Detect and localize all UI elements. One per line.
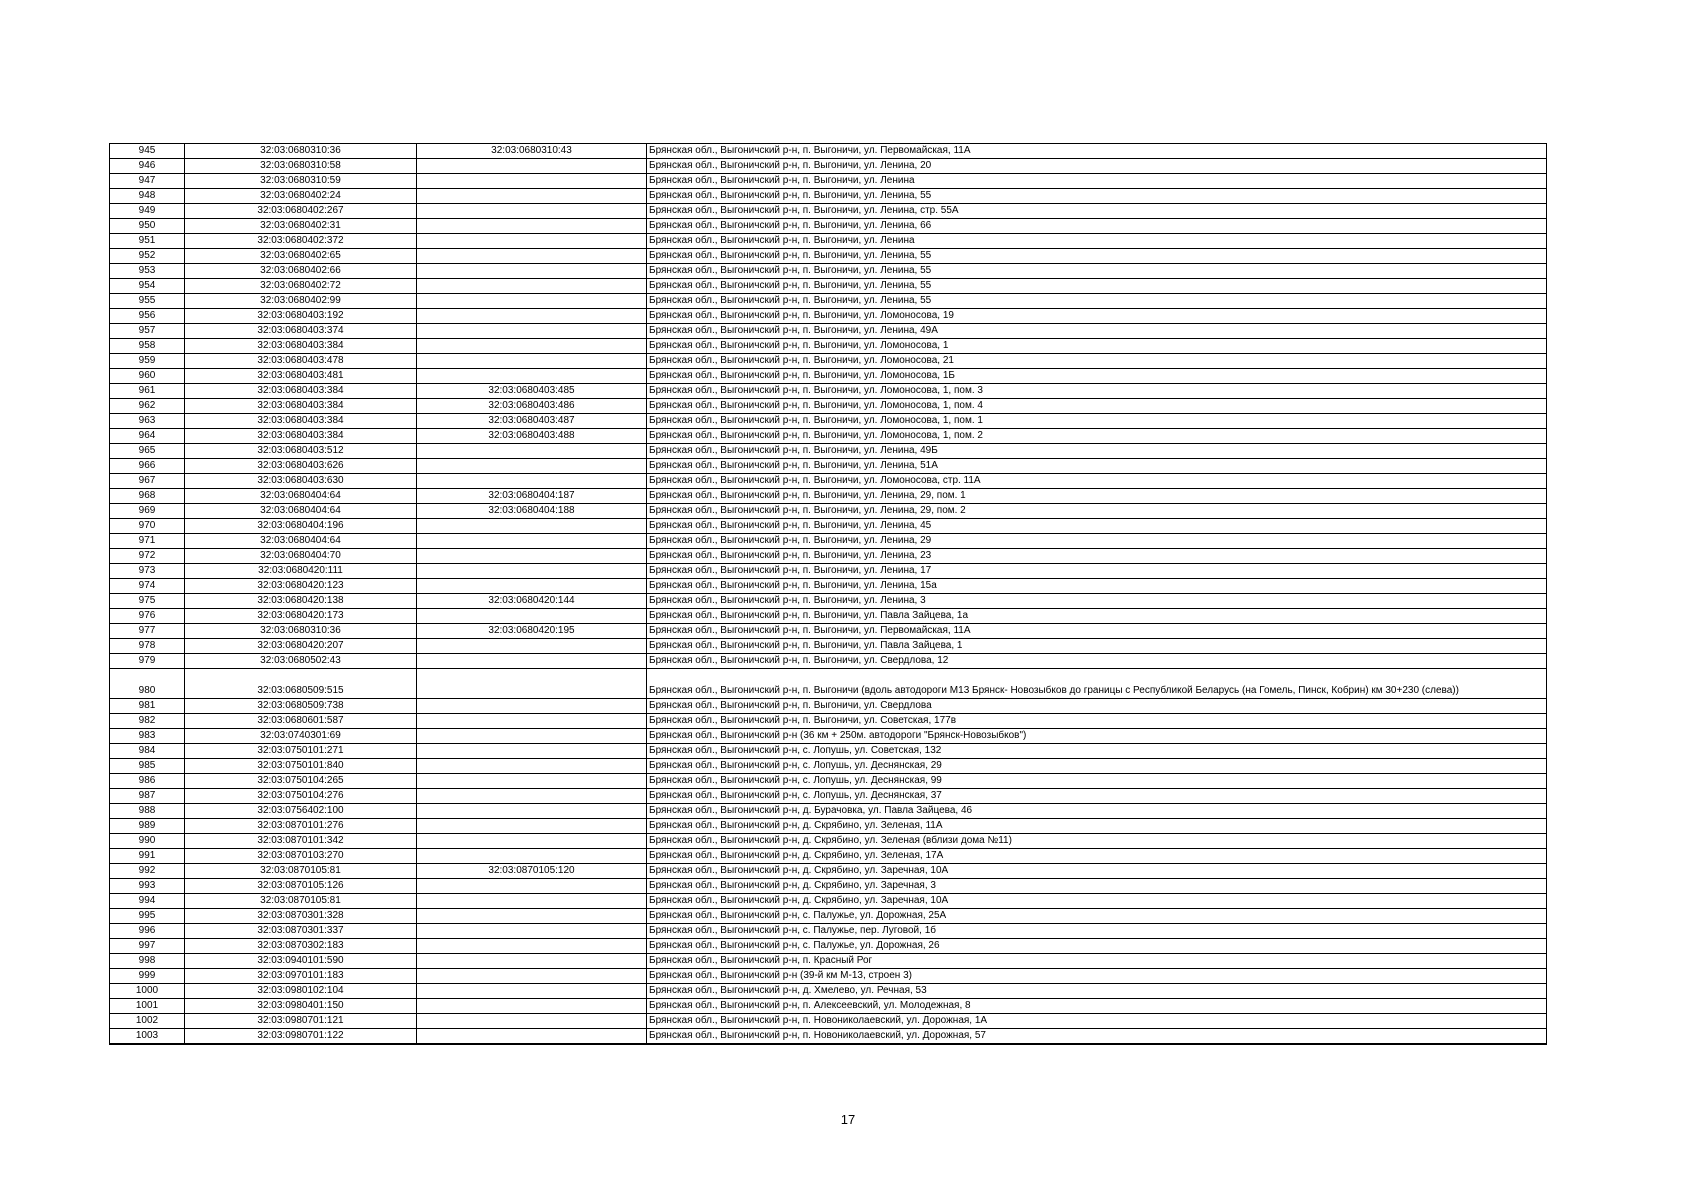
table-row [110,639,1547,654]
cadastral-number-cell: 32:03:0680420:207 [185,639,417,654]
related-cadastral-number-cell [417,564,647,579]
row-number-cell: 947 [110,174,185,189]
related-cadastral-number-cell [417,954,647,969]
address-cell: Брянская обл., Выгоничский р-н, п. Выгоничи, ул. Первомайская, 11А [647,144,1547,159]
cadastral-number-cell: 32:03:0870301:337 [185,924,417,939]
table-row [110,939,1547,954]
row-number-cell: 989 [110,819,185,834]
table-row [110,789,1547,804]
row-number-cell: 964 [110,429,185,444]
related-cadastral-number-cell [417,189,647,204]
address-cell: Брянская обл., Выгоничский р-н, п. Выгоничи, ул. Ломоносова, стр. 11А [647,474,1547,489]
table-row [110,429,1547,444]
row-number-cell: 976 [110,609,185,624]
row-number-cell: 949 [110,204,185,219]
cadastral-number-cell: 32:03:0680403:512 [185,444,417,459]
related-cadastral-number-cell [417,714,647,729]
related-cadastral-number-cell [417,654,647,669]
row-number-cell: 961 [110,384,185,399]
row-number-cell: 948 [110,189,185,204]
table-row [110,864,1547,879]
cadastral-number-cell: 32:03:0680310:58 [185,159,417,174]
related-cadastral-number-cell [417,804,647,819]
cadastral-number-cell: 32:03:0680601:587 [185,714,417,729]
cadastral-number-cell: 32:03:0680310:36 [185,624,417,639]
table-row [110,444,1547,459]
cadastral-number-cell: 32:03:0680404:196 [185,519,417,534]
registry-table-body [110,144,1547,1045]
cadastral-number-cell: 32:03:0680403:630 [185,474,417,489]
row-number-cell: 945 [110,144,185,159]
related-cadastral-number-cell [417,474,647,489]
related-cadastral-number-cell: 32:03:0680403:486 [417,399,647,414]
cadastral-number-cell: 32:03:0680403:481 [185,369,417,384]
address-cell: Брянская обл., Выгоничский р-н, п. Выгоничи, ул. Ленина [647,234,1547,249]
table-row [110,714,1547,729]
cadastral-number-cell: 32:03:0750104:276 [185,789,417,804]
row-number-cell: 951 [110,234,185,249]
row-number-cell: 978 [110,639,185,654]
address-cell: Брянская обл., Выгоничский р-н, п. Выгоничи, ул. Ленина, 20 [647,159,1547,174]
related-cadastral-number-cell [417,339,647,354]
related-cadastral-number-cell [417,939,647,954]
cadastral-number-cell: 32:03:0680420:173 [185,609,417,624]
cadastral-number-cell: 32:03:0750101:271 [185,744,417,759]
address-cell: Брянская обл., Выгоничский р-н, с. Лопушь, ул. Деснянская, 37 [647,789,1547,804]
cadastral-number-cell: 32:03:0870101:342 [185,834,417,849]
related-cadastral-number-cell [417,999,647,1014]
cadastral-number-cell: 32:03:0870103:270 [185,849,417,864]
address-cell: Брянская обл., Выгоничский р-н, п. Выгоничи, ул. Ломоносова, 1, пом. 2 [647,429,1547,444]
cadastral-number-cell: 32:03:0680403:626 [185,459,417,474]
table-row [110,849,1547,864]
table-row [110,279,1547,294]
row-number-cell: 967 [110,474,185,489]
related-cadastral-number-cell [417,774,647,789]
row-number-cell: 956 [110,309,185,324]
cadastral-number-cell: 32:03:0680402:372 [185,234,417,249]
row-number-cell: 987 [110,789,185,804]
related-cadastral-number-cell [417,369,647,384]
table-row [110,204,1547,219]
related-cadastral-number-cell: 32:03:0680404:188 [417,504,647,519]
related-cadastral-number-cell: 32:03:0680403:488 [417,429,647,444]
related-cadastral-number-cell [417,159,647,174]
related-cadastral-number-cell [417,699,647,714]
cadastral-number-cell: 32:03:0680403:384 [185,429,417,444]
row-number-cell: 1003 [110,1029,185,1045]
cadastral-number-cell: 32:03:0680402:267 [185,204,417,219]
related-cadastral-number-cell [417,324,647,339]
address-cell: Брянская обл., Выгоничский р-н, п. Выгоничи, ул. Ленина, 29, пом. 2 [647,504,1547,519]
table-row [110,669,1547,699]
related-cadastral-number-cell [417,984,647,999]
address-cell: Брянская обл., Выгоничский р-н, д. Скрябино, ул. Заречная, 10А [647,864,1547,879]
address-cell: Брянская обл., Выгоничский р-н, д. Хмелево, ул. Речная, 53 [647,984,1547,999]
table-row [110,474,1547,489]
address-cell: Брянская обл., Выгоничский р-н, п. Выгоничи, ул. Ленина, 55 [647,189,1547,204]
address-cell: Брянская обл., Выгоничский р-н, п. Выгоничи, ул. Ленина, 55 [647,249,1547,264]
cadastral-number-cell: 32:03:0680402:31 [185,219,417,234]
address-cell: Брянская обл., Выгоничский р-н, п. Алексеевский, ул. Молодежная, 8 [647,999,1547,1014]
table-row [110,549,1547,564]
cadastral-number-cell: 32:03:0680404:64 [185,489,417,504]
row-number-cell: 992 [110,864,185,879]
table-row [110,984,1547,999]
table-row [110,609,1547,624]
row-number-cell: 980 [110,669,185,699]
table-row [110,594,1547,609]
address-cell: Брянская обл., Выгоничский р-н, п. Выгоничи, ул. Павла Зайцева, 1а [647,609,1547,624]
table-row [110,744,1547,759]
cadastral-number-cell: 32:03:0680404:64 [185,504,417,519]
row-number-cell: 984 [110,744,185,759]
table-row [110,954,1547,969]
cadastral-number-cell: 32:03:0870302:183 [185,939,417,954]
table-row [110,579,1547,594]
row-number-cell: 999 [110,969,185,984]
table-row [110,354,1547,369]
address-cell: Брянская обл., Выгоничский р-н, п. Выгоничи, ул. Ленина, стр. 55А [647,204,1547,219]
row-number-cell: 974 [110,579,185,594]
table-row [110,369,1547,384]
cadastral-number-cell: 32:03:0680403:384 [185,399,417,414]
table-row [110,504,1547,519]
page-number: 17 [840,1112,856,1127]
related-cadastral-number-cell [417,879,647,894]
related-cadastral-number-cell [417,924,647,939]
row-number-cell: 995 [110,909,185,924]
row-number-cell: 962 [110,399,185,414]
address-cell: Брянская обл., Выгоничский р-н, п. Выгоничи, ул. Ломоносова, 19 [647,309,1547,324]
table-row [110,624,1547,639]
related-cadastral-number-cell [417,549,647,564]
table-row [110,654,1547,669]
related-cadastral-number-cell [417,849,647,864]
table-row [110,1014,1547,1029]
table-row [110,999,1547,1014]
row-number-cell: 970 [110,519,185,534]
cadastral-number-cell: 32:03:0980701:121 [185,1014,417,1029]
cadastral-number-cell: 32:03:0870105:126 [185,879,417,894]
row-number-cell: 971 [110,534,185,549]
address-cell: Брянская обл., Выгоничский р-н, п. Выгоничи, ул. Ленина, 29, пом. 1 [647,489,1547,504]
row-number-cell: 1001 [110,999,185,1014]
row-number-cell: 950 [110,219,185,234]
address-cell: Брянская обл., Выгоничский р-н, п. Выгоничи, ул. Ломоносова, 1 [647,339,1547,354]
table-row [110,264,1547,279]
row-number-cell: 985 [110,759,185,774]
table-row [110,384,1547,399]
address-cell: Брянская обл., Выгоничский р-н, п. Выгоничи, ул. Ленина, 49А [647,324,1547,339]
cadastral-number-cell: 32:03:0680402:99 [185,294,417,309]
row-number-cell: 960 [110,369,185,384]
related-cadastral-number-cell [417,909,647,924]
related-cadastral-number-cell: 32:03:0680403:487 [417,414,647,429]
cadastral-number-cell: 32:03:0740301:69 [185,729,417,744]
cadastral-number-cell: 32:03:0680509:738 [185,699,417,714]
related-cadastral-number-cell [417,249,647,264]
table-row [110,699,1547,714]
related-cadastral-number-cell: 32:03:0870105:120 [417,864,647,879]
address-cell: Брянская обл., Выгоничский р-н, п. Выгоничи, ул. Ленина, 17 [647,564,1547,579]
related-cadastral-number-cell [417,1014,647,1029]
cadastral-number-cell: 32:03:0680402:24 [185,189,417,204]
address-cell: Брянская обл., Выгоничский р-н, д. Скрябино, ул. Зеленая (вблизи дома №11) [647,834,1547,849]
address-cell: Брянская обл., Выгоничский р-н, п. Новониколаевский, ул. Дорожная, 57 [647,1029,1547,1045]
row-number-cell: 966 [110,459,185,474]
related-cadastral-number-cell [417,174,647,189]
cadastral-number-cell: 32:03:0970101:183 [185,969,417,984]
table-row [110,309,1547,324]
related-cadastral-number-cell: 32:03:0680420:195 [417,624,647,639]
related-cadastral-number-cell [417,969,647,984]
row-number-cell: 986 [110,774,185,789]
row-number-cell: 959 [110,354,185,369]
table-row [110,339,1547,354]
related-cadastral-number-cell [417,579,647,594]
related-cadastral-number-cell [417,729,647,744]
related-cadastral-number-cell [417,534,647,549]
table-row [110,909,1547,924]
address-cell: Брянская обл., Выгоничский р-н, п. Выгоничи, ул. Ломоносова, 1, пом. 1 [647,414,1547,429]
cadastral-number-cell: 32:03:0680403:478 [185,354,417,369]
address-cell: Брянская обл., Выгоничский р-н (36 км + 250м. автодороги "Брянск-Новозыбков") [647,729,1547,744]
related-cadastral-number-cell [417,819,647,834]
row-number-cell: 952 [110,249,185,264]
row-number-cell: 973 [110,564,185,579]
related-cadastral-number-cell: 32:03:0680404:187 [417,489,647,504]
table-row [110,324,1547,339]
address-cell: Брянская обл., Выгоничский р-н, п. Новониколаевский, ул. Дорожная, 1А [647,1014,1547,1029]
row-number-cell: 988 [110,804,185,819]
row-number-cell: 981 [110,699,185,714]
related-cadastral-number-cell [417,459,647,474]
row-number-cell: 953 [110,264,185,279]
cadastral-number-cell: 32:03:0750101:840 [185,759,417,774]
address-cell: Брянская обл., Выгоничский р-н, с. Лопушь, ул. Советская, 132 [647,744,1547,759]
table-row [110,834,1547,849]
row-number-cell: 1002 [110,1014,185,1029]
related-cadastral-number-cell [417,669,647,699]
table-row [110,534,1547,549]
row-number-cell: 991 [110,849,185,864]
address-cell: Брянская обл., Выгоничский р-н, с. Палужье, ул. Дорожная, 25А [647,909,1547,924]
row-number-cell: 954 [110,279,185,294]
related-cadastral-number-cell [417,279,647,294]
address-cell: Брянская обл., Выгоничский р-н, п. Выгоничи, ул. Ломоносова, 1, пом. 3 [647,384,1547,399]
cadastral-number-cell: 32:03:0680402:72 [185,279,417,294]
cadastral-number-cell: 32:03:0870301:328 [185,909,417,924]
address-cell: Брянская обл., Выгоничский р-н, с. Палужье, ул. Дорожная, 26 [647,939,1547,954]
cadastral-number-cell: 32:03:0680403:192 [185,309,417,324]
cadastral-number-cell: 32:03:0980401:150 [185,999,417,1014]
cadastral-number-cell: 32:03:0680310:59 [185,174,417,189]
row-number-cell: 993 [110,879,185,894]
cadastral-number-cell: 32:03:0680404:64 [185,534,417,549]
related-cadastral-number-cell [417,294,647,309]
cadastral-number-cell: 32:03:0680509:515 [185,669,417,699]
address-cell: Брянская обл., Выгоничский р-н, п. Выгоничи (вдоль автодороги М13 Брянск- Новозыбков до границы с Республикой Беларусь (на Гомель, Пинск, Кобрин) км 30+230 (слева)) [647,669,1547,699]
cadastral-number-cell: 32:03:0980701:122 [185,1029,417,1045]
address-cell: Брянская обл., Выгоничский р-н, п. Выгоничи, ул. Ломоносова, 1Б [647,369,1547,384]
row-number-cell: 977 [110,624,185,639]
table-row [110,774,1547,789]
cadastral-number-cell: 32:03:0750104:265 [185,774,417,789]
table-row [110,519,1547,534]
address-cell: Брянская обл., Выгоничский р-н, п. Выгоничи, ул. Ленина, 66 [647,219,1547,234]
address-cell: Брянская обл., Выгоничский р-н, п. Выгоничи, ул. Ломоносова, 1, пом. 4 [647,399,1547,414]
cadastral-number-cell: 32:03:0680404:70 [185,549,417,564]
table-row [110,159,1547,174]
cadastral-number-cell: 32:03:0680403:384 [185,339,417,354]
table-row [110,924,1547,939]
cadastral-number-cell: 32:03:0870101:276 [185,819,417,834]
related-cadastral-number-cell [417,519,647,534]
address-cell: Брянская обл., Выгоничский р-н, д. Бурачовка, ул. Павла Зайцева, 46 [647,804,1547,819]
related-cadastral-number-cell: 32:03:0680310:43 [417,144,647,159]
row-number-cell: 983 [110,729,185,744]
cadastral-number-cell: 32:03:0680402:66 [185,264,417,279]
address-cell: Брянская обл., Выгоничский р-н, с. Лопушь, ул. Деснянская, 29 [647,759,1547,774]
row-number-cell: 998 [110,954,185,969]
table-row [110,144,1547,159]
row-number-cell: 997 [110,939,185,954]
related-cadastral-number-cell [417,354,647,369]
address-cell: Брянская обл., Выгоничский р-н, п. Выгоничи, ул. Ленина, 45 [647,519,1547,534]
table-row [110,414,1547,429]
address-cell: Брянская обл., Выгоничский р-н, п. Выгоничи, ул. Ленина [647,174,1547,189]
cadastral-number-cell: 32:03:0680420:138 [185,594,417,609]
table-row [110,249,1547,264]
table-row [110,879,1547,894]
cadastral-number-cell: 32:03:0680402:65 [185,249,417,264]
address-cell: Брянская обл., Выгоничский р-н, д. Скрябино, ул. Зеленая, 11А [647,819,1547,834]
related-cadastral-number-cell [417,219,647,234]
address-cell: Брянская обл., Выгоничский р-н, п. Выгоничи, ул. Ленина, 23 [647,549,1547,564]
table-row [110,489,1547,504]
address-cell: Брянская обл., Выгоничский р-н, п. Выгоничи, ул. Свердлова, 12 [647,654,1547,669]
table-row [110,189,1547,204]
cadastral-number-cell: 32:03:0680403:384 [185,414,417,429]
row-number-cell: 982 [110,714,185,729]
row-number-cell: 965 [110,444,185,459]
related-cadastral-number-cell [417,789,647,804]
row-number-cell: 969 [110,504,185,519]
cadastral-number-cell: 32:03:0680403:374 [185,324,417,339]
cadastral-number-cell: 32:03:0680420:111 [185,564,417,579]
cadastral-number-cell: 32:03:0680403:384 [185,384,417,399]
table-row [110,219,1547,234]
address-cell: Брянская обл., Выгоничский р-н, п. Выгоничи, ул. Павла Зайцева, 1 [647,639,1547,654]
address-cell: Брянская обл., Выгоничский р-н, п. Выгоничи, ул. Ленина, 15а [647,579,1547,594]
related-cadastral-number-cell [417,309,647,324]
address-cell: Брянская обл., Выгоничский р-н, п. Выгоничи, ул. Ленина, 29 [647,534,1547,549]
address-cell: Брянская обл., Выгоничский р-н (39-й км М-13, строен 3) [647,969,1547,984]
table-row [110,819,1547,834]
cadastral-number-cell: 32:03:0680310:36 [185,144,417,159]
related-cadastral-number-cell [417,894,647,909]
row-number-cell: 979 [110,654,185,669]
address-cell: Брянская обл., Выгоничский р-н, п. Выгоничи, ул. Ленина, 3 [647,594,1547,609]
table-row [110,1029,1547,1045]
table-row [110,759,1547,774]
row-number-cell: 996 [110,924,185,939]
address-cell: Брянская обл., Выгоничский р-н, п. Выгоничи, ул. Советская, 177в [647,714,1547,729]
address-cell: Брянская обл., Выгоничский р-н, п. Выгоничи, ул. Ленина, 51А [647,459,1547,474]
table-row [110,729,1547,744]
address-cell: Брянская обл., Выгоничский р-н, с. Палужье, пер. Луговой, 1б [647,924,1547,939]
table-row [110,459,1547,474]
row-number-cell: 955 [110,294,185,309]
address-cell: Брянская обл., Выгоничский р-н, п. Выгоничи, ул. Ломоносова, 21 [647,354,1547,369]
row-number-cell: 968 [110,489,185,504]
row-number-cell: 963 [110,414,185,429]
row-number-cell: 975 [110,594,185,609]
table-row [110,969,1547,984]
row-number-cell: 1000 [110,984,185,999]
related-cadastral-number-cell [417,834,647,849]
row-number-cell: 958 [110,339,185,354]
related-cadastral-number-cell [417,264,647,279]
related-cadastral-number-cell [417,759,647,774]
address-cell: Брянская обл., Выгоничский р-н, п. Выгоничи, ул. Ленина, 55 [647,279,1547,294]
table-row [110,894,1547,909]
table-row [110,174,1547,189]
cadastral-number-cell: 32:03:0680502:43 [185,654,417,669]
row-number-cell: 972 [110,549,185,564]
related-cadastral-number-cell: 32:03:0680420:144 [417,594,647,609]
address-cell: Брянская обл., Выгоничский р-н, п. Выгоничи, ул. Ленина, 55 [647,294,1547,309]
registry-table [109,143,1547,1045]
related-cadastral-number-cell [417,1029,647,1045]
address-cell: Брянская обл., Выгоничский р-н, д. Скрябино, ул. Заречная, 3 [647,879,1547,894]
row-number-cell: 957 [110,324,185,339]
related-cadastral-number-cell [417,639,647,654]
table-row [110,399,1547,414]
address-cell: Брянская обл., Выгоничский р-н, с. Лопушь, ул. Деснянская, 99 [647,774,1547,789]
address-cell: Брянская обл., Выгоничский р-н, п. Выгоничи, ул. Ленина, 55 [647,264,1547,279]
related-cadastral-number-cell [417,444,647,459]
related-cadastral-number-cell [417,204,647,219]
address-cell: Брянская обл., Выгоничский р-н, д. Скрябино, ул. Зеленая, 17А [647,849,1547,864]
address-cell: Брянская обл., Выгоничский р-н, д. Скрябино, ул. Заречная, 10А [647,894,1547,909]
related-cadastral-number-cell [417,744,647,759]
cadastral-number-cell: 32:03:0756402:100 [185,804,417,819]
cadastral-number-cell: 32:03:0870105:81 [185,894,417,909]
related-cadastral-number-cell [417,609,647,624]
cadastral-number-cell: 32:03:0980102:104 [185,984,417,999]
table-row [110,234,1547,249]
cadastral-number-cell: 32:03:0680420:123 [185,579,417,594]
table-row [110,804,1547,819]
cadastral-number-cell: 32:03:0870105:81 [185,864,417,879]
row-number-cell: 990 [110,834,185,849]
related-cadastral-number-cell: 32:03:0680403:485 [417,384,647,399]
address-cell: Брянская обл., Выгоничский р-н, п. Красный Рог [647,954,1547,969]
cadastral-number-cell: 32:03:0940101:590 [185,954,417,969]
address-cell: Брянская обл., Выгоничский р-н, п. Выгоничи, ул. Свердлова [647,699,1547,714]
address-cell: Брянская обл., Выгоничский р-н, п. Выгоничи, ул. Первомайская, 11А [647,624,1547,639]
row-number-cell: 994 [110,894,185,909]
row-number-cell: 946 [110,159,185,174]
table-row [110,564,1547,579]
table-row [110,294,1547,309]
address-cell: Брянская обл., Выгоничский р-н, п. Выгоничи, ул. Ленина, 49Б [647,444,1547,459]
related-cadastral-number-cell [417,234,647,249]
